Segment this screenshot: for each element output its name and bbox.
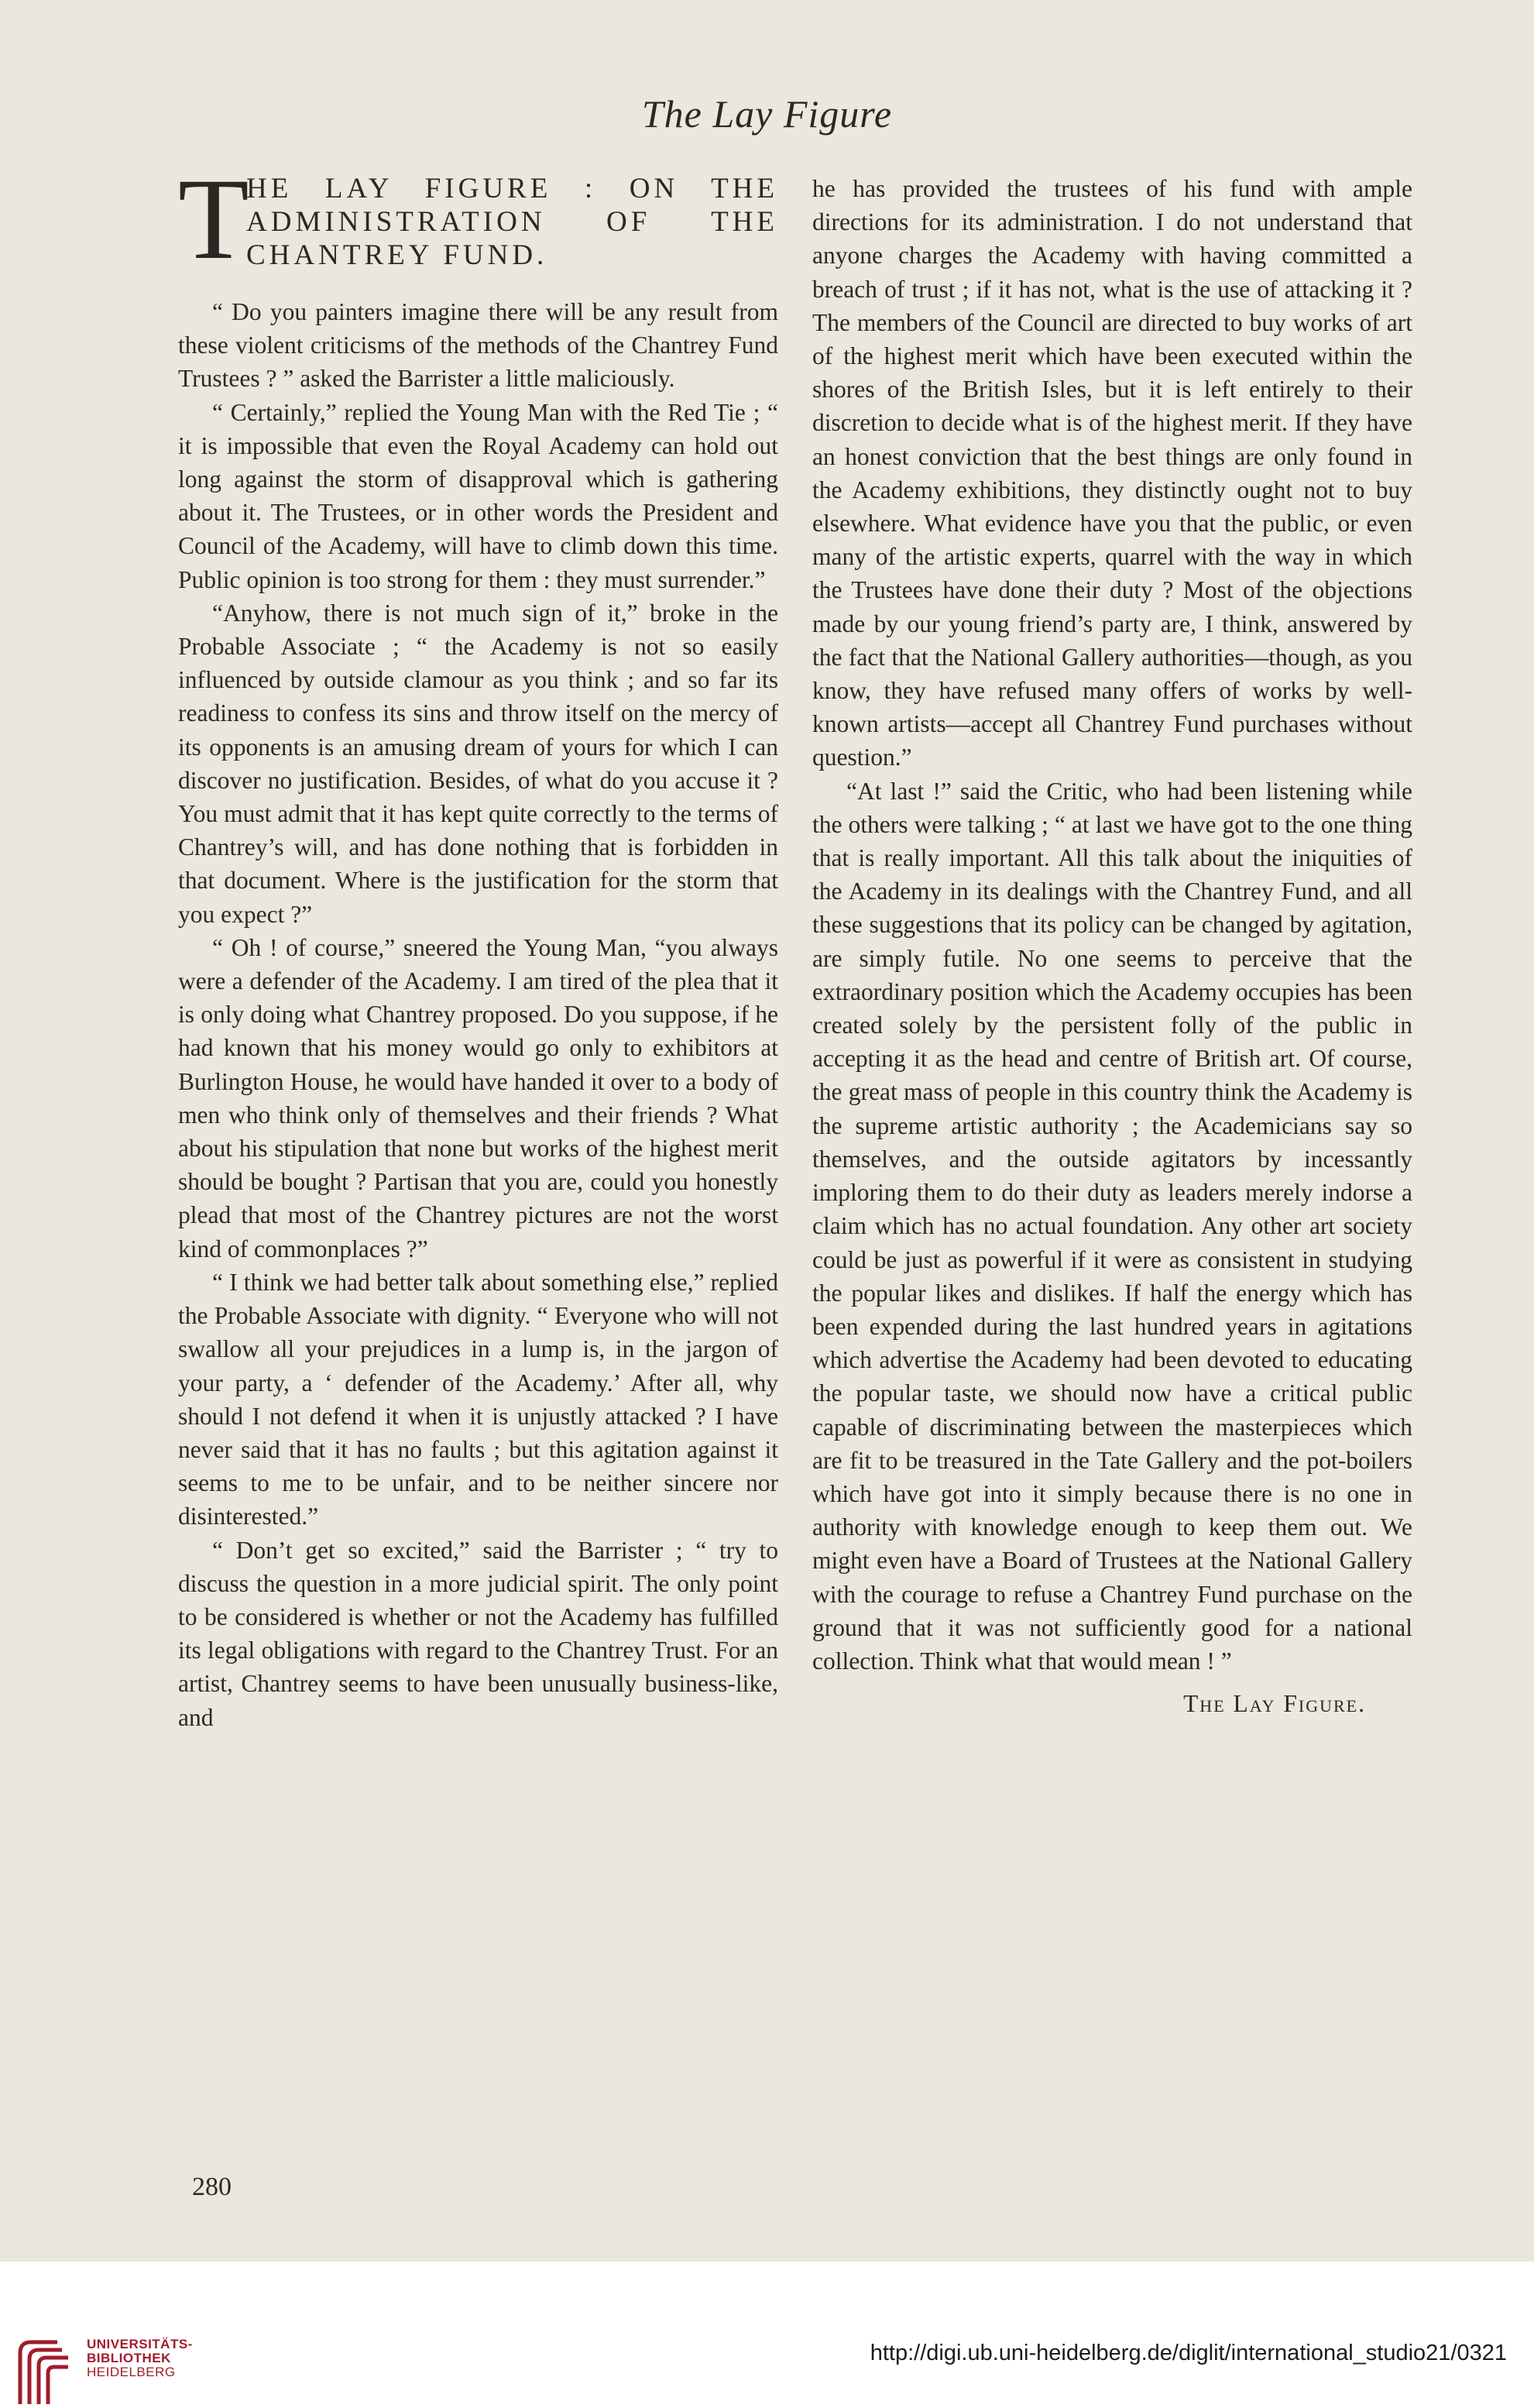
paragraph: “ Oh ! of course,” sneered the Young Man, “you always were a defender of the Academy. I am tired of the plea that it is only doing what Chantrey proposed. Do you suppose, if he had known that his money would go only to exhibitors at Burlington House, he would have handed it over to a body of men who think only of themselves and their friends ? What about his stipulation that none but works of the highest merit should be bought ? Partisan that you are, could you honestly plead that most of the Chantrey pictures are not the worst kind of commonplaces ?” <box>178 933 778 1262</box>
source-url-link[interactable]: http://digi.ub.uni-heidelberg.de/diglit/international_studio21/0321 <box>870 2341 1507 2365</box>
heidelberg-library-logo-icon <box>17 2339 71 2405</box>
paragraph: “ Certainly,” replied the Young Man with the Red Tie ; “ it is impossible that even the Royal Academy can hold out long against the storm of disapproval which is gathering about it. The Trustees, or in other words the President and Council of the Academy, will have to climb down this time. Public opinion is too strong for them : they must surrender.” <box>178 398 778 593</box>
paragraph: “ Don’t get so excited,” said the Barrister ; “ try to discuss the question in a more judicial spirit. The only point to be considered is whether or not the Academy has fulfilled its legal obligations with regard to the Chantrey Trust. For an artist, Chantrey seems to have been unusually business-like, and <box>178 1536 778 1731</box>
library-city: HEIDELBERG <box>87 2365 176 2379</box>
drop-cap: T <box>178 155 249 283</box>
article-title: HE LAY FIGURE : ON THE ADMINISTRATION OF THE CHANTREY FUND. <box>246 173 778 271</box>
digitization-footer <box>0 2262 1534 2408</box>
article-heading <box>178 155 778 283</box>
paragraph: “ Do you painters imagine there will be any result from these violent criticisms of the methods of the Chantrey Fund Trustees ? ” asked the Barrister a little maliciously. <box>178 298 778 393</box>
right-column <box>812 172 1412 1720</box>
paragraph: “ I think we had better talk about something else,” replied the Probable Associate with dignity. “ Everyone who will not swallow all your prejudices in a lump is, in the jargon of your party, a ‘ defender of the Academy.’ After all, why should I not defend it when it is unjustly attacked ? I have never said that it has no faults ; but this agitation against it seems to me to be unfair, and to be neither sincere nor disinterested.” <box>178 1268 778 1530</box>
signature: The Lay Figure. <box>1183 1690 1366 1718</box>
paragraph: “At last !” said the Critic, who had been listening while the others were talking ; “ at last we have got to the one thing that is really important. All this talk about the iniquities of the Academy in its dealings with the Chantrey Fund, and all these suggestions that its policy can be changed by agitation, are simply futile. No one seems to perceive that the extraordinary position which the Academy occupies has been created solely by the persistent folly of the public in accepting it as the head and centre of British art. Of course, the great mass of people in this country think the Academy is the supreme artistic authority ; the Academicians say so themselves, and the outside agitators by incessantly imploring them to do their duty as leaders merely indorse a claim which has no actual foundation. Any other art society could be just as powerful if it were as consistent in studying the popular likes and dislikes. If half the energy which has been expended during the last hundred years in agitations which advertise the Academy had been devoted to educating the popular taste, we should now have a critical public capable of discriminating between the masterpieces which are fit to be treasured in the Tate Gallery and the pot-boilers which have got into it simply because there is no one in authority with knowledge enough to keep them out. We might even have a Board of Trustees at the National Gallery with the courage to refuse a Chantrey Fund purchase on the ground that it was not sufficiently good for a national collection. Think what that would mean ! ” <box>812 777 1412 1675</box>
library-name <box>87 2338 193 2379</box>
page-number: 280 <box>192 2173 232 2201</box>
paragraph: he has provided the trustees of his fund with ample directions for its administration. I do not understand that anyone charges the Academy with having committed a breach of trust ; if it has not, what is the use of attacking it ? The members of the Council are directed to buy works of art of the highest merit which have been executed within the shores of the British Isles, but it is left entirely to their discretion to decide what is of the highest merit. If they have an honest conviction that the best things are only found in the Academy exhibitions, they distinctly ought not to buy elsewhere. What evidence have you that the public, or even many of the artistic experts, quarrel with the way in which the Trustees have done their duty ? Most of the objections made by our young friend’s party are, I think, answered by the fact that the National Gallery authorities—though, as you know, they have refused many offers of works by well-known artists—accept all Chantrey Fund purchases without question.” <box>812 175 1412 771</box>
left-column <box>178 155 778 1734</box>
paragraph: “Anyhow, there is not much sign of it,” broke in the Probable Associate ; “ the Academy is not so easily influenced by outside clamour as you think ; and so far its readiness to confess its sins and throw itself on the mercy of its opponents is an amusing dream of yours for which I can discover no justification. Besides, of what do you accuse it ? You must admit that it has kept quite correctly to the terms of Chantrey’s will, and has done nothing that is forbidden in that document. Where is the justification for the storm that you expect ?” <box>178 599 778 928</box>
running-head: The Lay Figure <box>641 92 893 136</box>
library-name-line: BIBLIOTHEK <box>87 2351 171 2365</box>
library-name-line: UNIVERSITÄTS- <box>87 2337 193 2351</box>
